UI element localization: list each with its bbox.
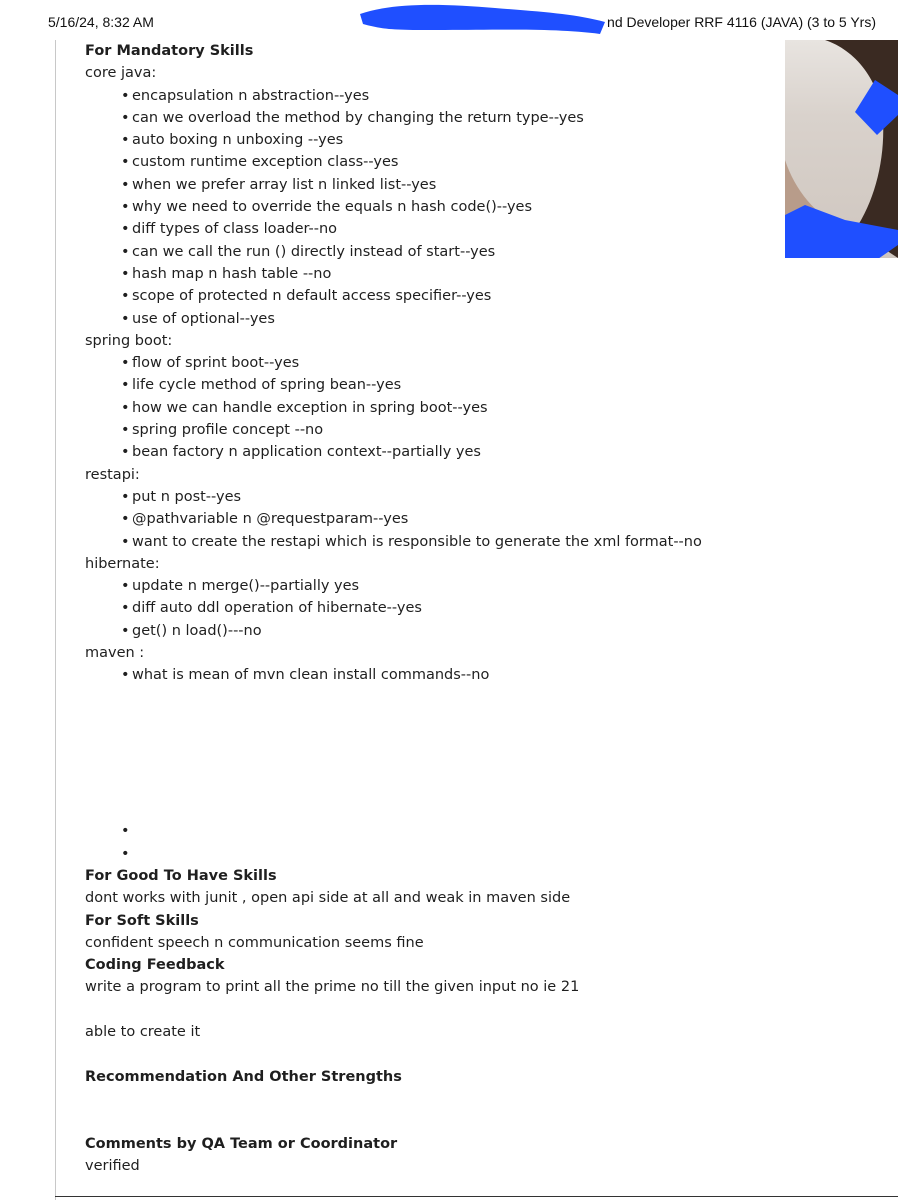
list-item: • life cycle method of spring bean--yes	[85, 374, 775, 396]
list-item: • what is mean of mvn clean install commands--no	[85, 664, 775, 686]
candidate-photo	[785, 40, 898, 258]
coding-feedback-result: able to create it	[85, 1024, 201, 1041]
list-item: • hash map n hash table --no	[85, 263, 775, 285]
list-item: • why we need to override the equals n hash code()--yes	[85, 196, 775, 218]
list-item: • diff types of class loader--no	[85, 218, 775, 240]
comments-heading: Comments by QA Team or Coordinator	[85, 1135, 398, 1152]
list-item: • custom runtime exception class--yes	[85, 151, 775, 173]
list-item: • auto boxing n unboxing --yes	[85, 129, 775, 151]
mandatory-skills-heading: For Mandatory Skills	[85, 43, 254, 59]
document-title: nd Developer RRF 4116 (JAVA) (3 to 5 Yrs)	[607, 14, 876, 30]
list-item: • @pathvariable n @requestparam--yes	[85, 508, 775, 530]
list-item: • can we overload the method by changing the return type--yes	[85, 107, 775, 129]
good-to-have-heading: For Good To Have Skills	[85, 867, 277, 884]
list-item: • update n merge()--partially yes	[85, 575, 775, 597]
list-item: • how we can handle exception in spring boot--yes	[85, 397, 775, 419]
empty-list-item	[85, 843, 775, 865]
restapi-label: restapi:	[85, 466, 140, 483]
empty-list-item	[85, 820, 775, 842]
list-item: • want to create the restapi which is responsible to generate the xml format--no	[85, 531, 775, 553]
hibernate-label: hibernate:	[85, 555, 160, 572]
coding-feedback-text: write a program to print all the prime no till the given input no ie 21	[85, 979, 580, 996]
list-item: • put n post--yes	[85, 486, 775, 508]
bottom-rule	[55, 1196, 898, 1197]
list-item: • use of optional--yes	[85, 308, 775, 330]
comments-text: verified	[85, 1157, 140, 1174]
list-item: • scope of protected n default access specifier--yes	[85, 285, 775, 307]
maven-label: maven :	[85, 645, 145, 662]
list-item: • spring profile concept --no	[85, 419, 775, 441]
left-margin-rule	[55, 40, 56, 1200]
coding-feedback-heading: Coding Feedback	[85, 957, 225, 974]
list-item: • diff auto ddl operation of hibernate--yes	[85, 597, 775, 619]
list-item: • get() n load()---no	[85, 620, 775, 642]
redaction-scribble	[355, 0, 615, 40]
recommendation-heading: Recommendation And Other Strengths	[85, 1068, 402, 1085]
list-item: • can we call the run () directly instead of start--yes	[85, 241, 775, 263]
soft-skills-text: confident speech n communication seems fine	[85, 934, 424, 951]
good-to-have-text: dont works with junit , open api side at all and weak in maven side	[85, 890, 571, 907]
spring-boot-label: spring boot:	[85, 332, 173, 349]
soft-skills-heading: For Soft Skills	[85, 912, 199, 929]
list-item: • flow of sprint boot--yes	[85, 352, 775, 374]
feedback-content	[85, 40, 775, 1177]
print-date: 5/16/24, 8:32 AM	[48, 14, 154, 30]
list-item: • bean factory n application context--partially yes	[85, 441, 775, 463]
core-java-label: core java:	[85, 65, 157, 82]
list-item: • encapsulation n abstraction--yes	[85, 85, 775, 107]
list-item: • when we prefer array list n linked list--yes	[85, 174, 775, 196]
